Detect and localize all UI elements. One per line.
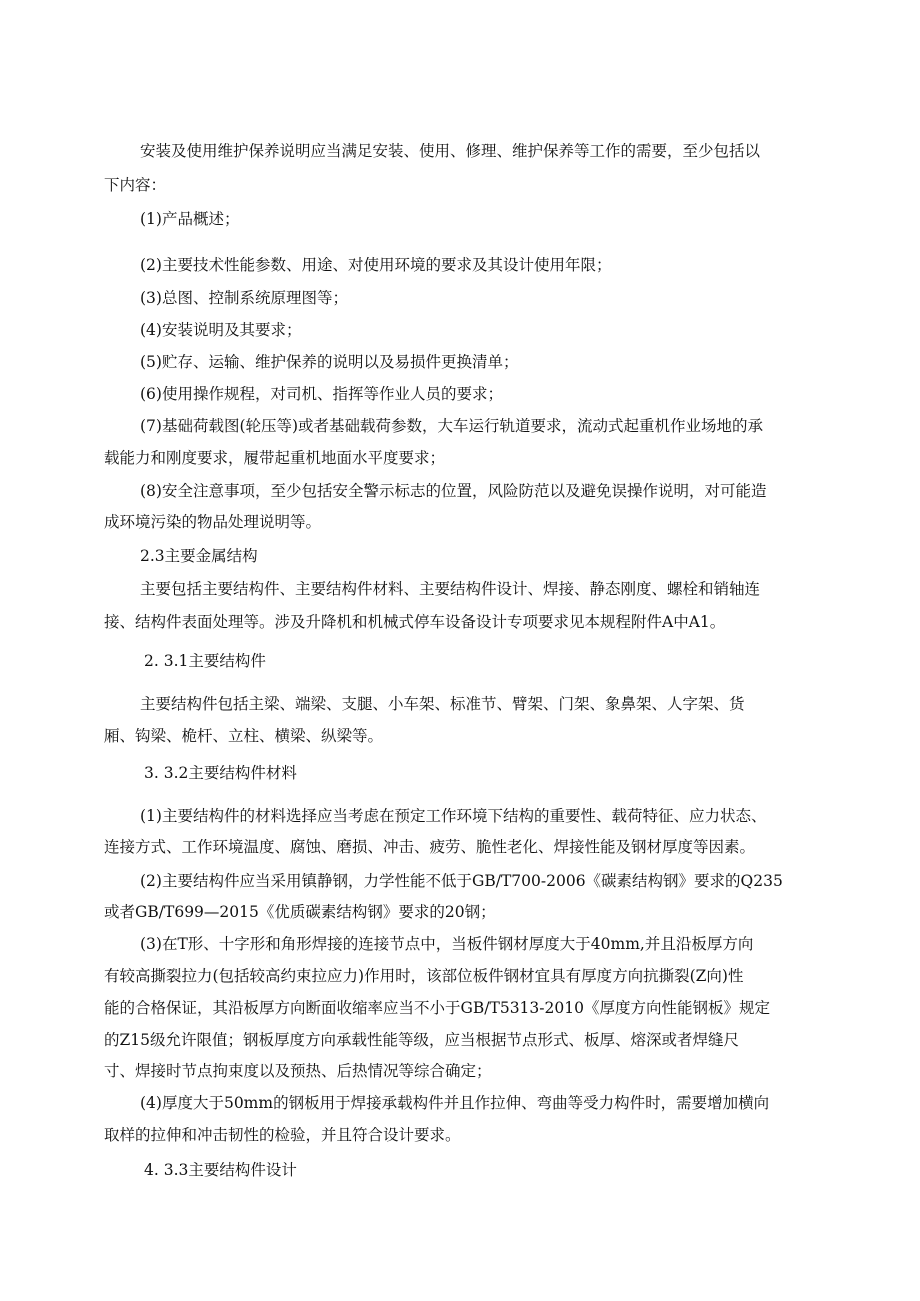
material-item-2-line-2: 或者GB/T699—2015《优质碳素结构钢》要求的20钢； [104, 903, 496, 921]
list-item-3: (3)总图、控制系统原理图等； [140, 289, 348, 307]
section-heading-3-2: 3. 3.2主要结构件材料 [144, 764, 297, 782]
paragraph-intro-line-1: 安装及使用维护保养说明应当满足安装、使用、修理、维护保养等工作的需要，至少包括以 [140, 142, 761, 160]
material-item-3-line-2: 有较高撕裂拉力(包括较高约束拉应力)作用时，该部位板件钢材宜具有厚度方向抗撕裂(Z向)性 [104, 967, 744, 985]
section-heading-3-1: 2. 3.1主要结构件 [144, 652, 266, 670]
list-item-4: (4)安装说明及其要求； [140, 321, 302, 339]
list-item-1: (1)产品概述； [140, 210, 240, 228]
material-item-1-line-2: 连接方式、工作环境温度、腐蚀、磨损、冲击、疲劳、脆性老化、焊接性能及钢材厚度等因素。 [104, 838, 756, 856]
list-item-7-line-1: (7)基础荷载图(轮压等)或者基础载荷参数，大车运行轨道要求，流动式起重机作业场地的承 [140, 417, 764, 435]
paragraph-3-1-line-2: 厢、钩梁、桅杆、立柱、横梁、纵梁等。 [104, 727, 384, 745]
material-item-4-line-2: 取样的拉伸和冲击韧性的检验，并且符合设计要求。 [104, 1126, 461, 1144]
material-item-2-line-1: (2)主要结构件应当采用镇静钢，力学性能不低于GB/T700-2006《碳素结构钢》要求的Q235 [140, 872, 783, 890]
list-item-6: (6)使用操作规程，对司机、指挥等作业人员的要求； [140, 385, 503, 403]
paragraph-3-1-line-1: 主要结构件包括主梁、端梁、支腿、小车架、标准节、臂架、门架、象鼻架、人字架、货 [140, 695, 745, 713]
list-item-5: (5)贮存、运输、维护保养的说明以及易损件更换清单； [140, 353, 519, 371]
material-item-4-line-1: (4)厚度大于50mm的钢板用于焊接承载构件并且作拉伸、弯曲等受力构件时，需要增加横向 [140, 1094, 770, 1112]
material-item-3-line-3: 能的合格保证，其沿板厚方向断面收缩率应当不小于GB/T5313-2010《厚度方向性能钢板》规定 [104, 999, 770, 1017]
material-item-3-line-1: (3)在T形、十字形和角形焊接的连接节点中，当板件钢材厚度大于40mm,并且沿板厚方向 [140, 935, 754, 953]
material-item-3-line-5: 寸、焊接时节点拘束度以及预热、后热情况等综合确定； [104, 1062, 492, 1080]
paragraph-2-3-line-1: 主要包括主要结构件、主要结构件材料、主要结构件设计、焊接、静态刚度、螺栓和销轴连 [140, 580, 761, 598]
material-item-3-line-4: 的Z15级允许限值；钢板厚度方向承载性能等级，应当根据节点形式、板厚、熔深或者焊缝尺 [104, 1031, 739, 1049]
list-item-8-line-1: (8)安全注意事项，至少包括安全警示标志的位置，风险防范以及避免误操作说明，对可能造 [140, 482, 767, 500]
material-item-1-line-1: (1)主要结构件的材料选择应当考虑在预定工作环境下结构的重要性、载荷特征、应力状态、 [140, 807, 767, 825]
list-item-7-line-2: 载能力和刚度要求，履带起重机地面水平度要求； [104, 449, 446, 467]
list-item-8-line-2: 成环境污染的物品处理说明等。 [104, 513, 322, 531]
section-heading-3-3: 4. 3.3主要结构件设计 [144, 1161, 297, 1179]
paragraph-intro-line-2: 下内容： [104, 176, 167, 194]
section-heading-2-3: 2.3主要金属结构 [140, 547, 258, 565]
list-item-2: (2)主要技术性能参数、用途、对使用环境的要求及其设计使用年限； [140, 256, 612, 274]
paragraph-2-3-line-2: 接、结构件表面处理等。涉及升降机和机械式停车设备设计专项要求见本规程附件A中A1。 [104, 613, 726, 631]
